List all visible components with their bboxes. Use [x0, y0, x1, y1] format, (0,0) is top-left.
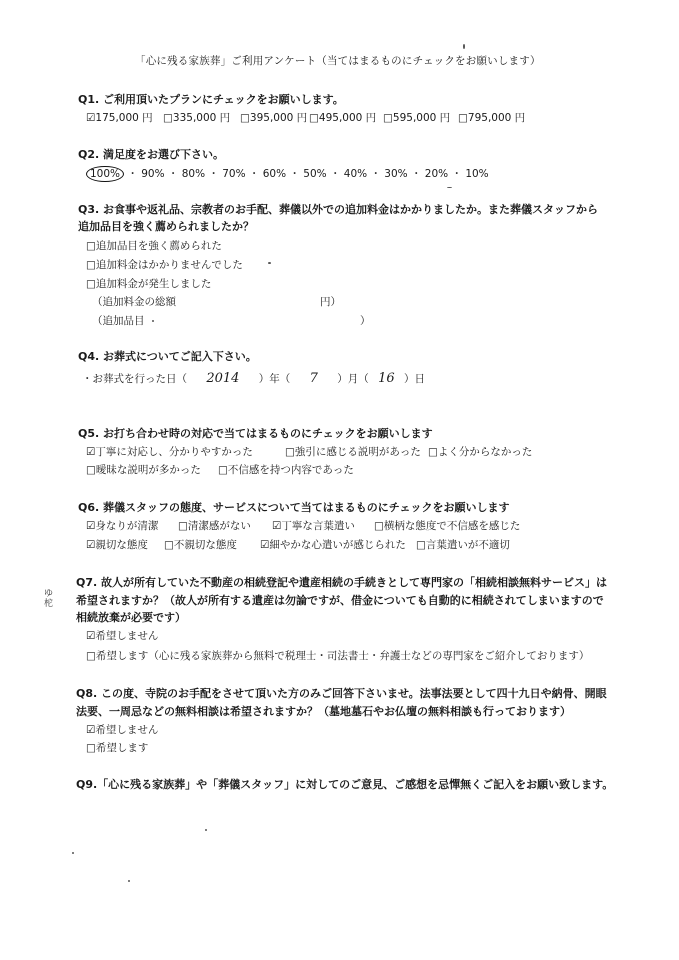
q6-option-unclean[interactable]: □清潔感がない	[178, 520, 251, 532]
q4-date-prefix: ・お葬式を行った日（	[82, 373, 187, 385]
q8-option-wanted[interactable]: □希望します	[86, 742, 149, 754]
q7-label-line2: 希望されますか？（故人が所有する遺産は勿論ですが、借金についても自動的に相続されてしまいますので	[76, 594, 604, 607]
q6-option-arrogant[interactable]: □横柄な態度で不信感を感じた	[374, 520, 521, 532]
q2-label: Q2. 満足度をお選び下さい。	[78, 148, 225, 161]
q5-option-forceful[interactable]: □強引に感じる説明があった	[285, 446, 421, 458]
q6-option-improper-speech[interactable]: □言葉遣いが不適切	[416, 539, 510, 551]
q3-label-line1: Q3. お食事や返礼品、宗教者のお手配、葬儀以外での追加料金はかかりましたか。また葬儀スタッフから	[78, 203, 599, 216]
q3-option-strongly-recommended[interactable]: □追加品目を強く薦められた	[86, 240, 222, 252]
scan-speck	[268, 262, 271, 264]
q5-label: Q5. お打ち合わせ時の対応で当てはまるものにチェックをお願いします	[78, 427, 433, 440]
q3-label-line2: 追加品目を強く薦められましたか？	[78, 220, 254, 233]
scan-speck	[128, 880, 130, 882]
q4-month-unit: ）月（	[337, 373, 369, 385]
q3-extra-total-label: （追加料金の総額	[92, 296, 176, 308]
q3-extra-items-label: （追加品目	[92, 315, 145, 327]
margin-handwritten-note: ゆ 柁	[44, 589, 54, 609]
q6-option-polite-speech[interactable]: ☑丁寧な言葉遣い	[272, 520, 355, 532]
q3-extra-total-unit: 円）	[320, 296, 341, 308]
scan-speck	[463, 44, 465, 49]
q3-option-extra-charge[interactable]: □追加料金が発生しました	[86, 278, 212, 290]
q5-option-distrust[interactable]: □不信感を持つ内容であった	[218, 464, 354, 476]
q1-option-395000[interactable]: □395,000 円	[240, 112, 308, 124]
q4-day-unit: ）日	[403, 373, 425, 385]
q6-option-clean-appearance[interactable]: ☑身なりが清潔	[86, 520, 159, 532]
q4-year-value[interactable]: 2014	[206, 371, 240, 386]
page-title: 「心に残る家族葬」ご利用アンケート（当てはまるものにチェックをお願いします）	[135, 55, 541, 67]
q2-selected-rating[interactable]: 100%	[86, 166, 124, 182]
scan-speck	[205, 829, 207, 831]
q6-option-kind-attitude[interactable]: ☑親切な態度	[86, 539, 148, 551]
q9-label: Q9.「心に残る家族葬」や「葬儀スタッフ」に対してのご意見、ご感想を忌憚無くご記入をお願い致します。	[76, 778, 614, 791]
q4-month-value[interactable]: 7	[309, 371, 318, 386]
q1-option-795000[interactable]: □795,000 円	[458, 112, 526, 124]
q1-option-175000[interactable]: ☑175,000 円	[86, 112, 153, 124]
q5-option-vague[interactable]: □曖昧な説明が多かった	[86, 464, 201, 476]
q6-option-unkind[interactable]: □不親切な態度	[164, 539, 237, 551]
q4-label: Q4. お葬式についてご記入下さい。	[78, 350, 257, 363]
q9-comment-area[interactable]	[76, 800, 596, 940]
q8-label-line1: Q8. この度、寺院のお手配をさせて頂いた方のみご回答下さいませ。法事法要として四十九日や納骨、開眼	[76, 687, 607, 700]
q5-option-unclear[interactable]: □よく分からなかった	[428, 446, 533, 458]
q4-year-unit: ）年（	[258, 373, 291, 385]
q1-option-595000[interactable]: □595,000 円	[383, 112, 451, 124]
scan-speck	[152, 320, 154, 322]
q1-option-495000[interactable]: □495,000 円	[309, 112, 377, 124]
q1-label: Q1. ご利用頂いたプランにチェックをお願いします。	[78, 93, 344, 106]
q7-label-line1: Q7. 故人が所有していた不動産の相続登記や遺産相続の手続きとして専門家の「相続相談無料サービス」は	[76, 576, 608, 589]
q1-option-335000[interactable]: □335,000 円	[163, 112, 231, 124]
scan-speck	[72, 852, 74, 854]
q7-label-line3: 相続放棄が必要です）	[76, 611, 186, 624]
q6-option-attentive[interactable]: ☑細やかな心遣いが感じられた	[260, 539, 406, 551]
q2-other-ratings[interactable]: ・ 90% ・ 80% ・ 70% ・ 60% ・ 50% ・ 40% ・ 30% ・ 20% ・ 10%	[127, 168, 489, 180]
q3-extra-items-close: ）	[360, 315, 371, 327]
q4-date-row	[82, 370, 425, 388]
q4-day-value[interactable]: 16	[378, 371, 395, 386]
q8-option-not-wanted[interactable]: ☑希望しません	[86, 724, 159, 736]
scan-speck	[447, 187, 452, 188]
q7-option-wanted[interactable]: □希望します（心に残る家族葬から無料で税理士・司法書士・弁護士などの専門家をご紹介しております）	[86, 650, 590, 662]
q7-option-not-wanted[interactable]: ☑希望しません	[86, 630, 159, 642]
q3-option-no-extra-charge[interactable]: □追加料金はかかりませんでした	[86, 259, 243, 271]
q2-scale	[89, 166, 489, 182]
q6-label: Q6. 葬儀スタッフの態度、サービスについて当てはまるものにチェックをお願いします	[78, 501, 510, 514]
q8-label-line2: 法要、一周忌などの無料相談は希望されますか？（墓地墓石やお仏壇の無料相談も行っております）	[76, 705, 571, 718]
q5-option-polite-clear[interactable]: ☑丁寧に対応し、分かりやすかった	[86, 446, 253, 458]
